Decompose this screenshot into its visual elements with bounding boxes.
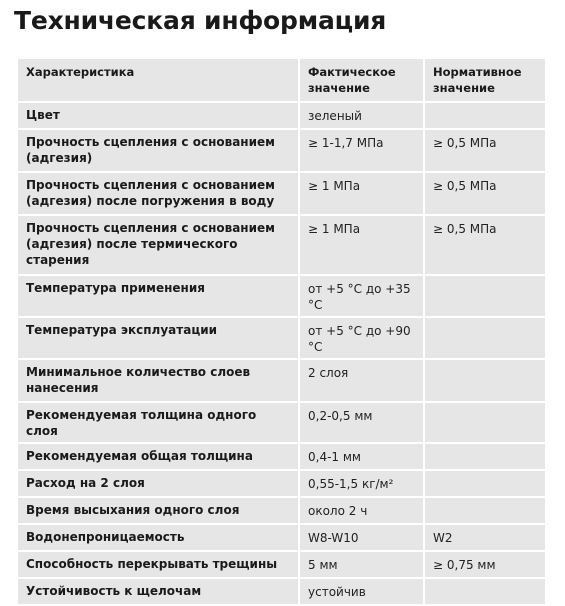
table-row: [17, 102, 546, 129]
row-name: Температура эксплуатации: [17, 317, 299, 359]
table-row: [17, 359, 546, 402]
row-actual-value: W8-W10: [299, 524, 424, 551]
table-row: [17, 172, 546, 215]
row-normative-value: ≥ 0,5 МПа: [424, 215, 546, 275]
page-title: Техническая информация: [14, 6, 387, 35]
row-normative-value: ≥ 0,5 МПа: [424, 129, 546, 172]
row-name: Минимальное количество слоев нанесения: [17, 359, 299, 402]
row-normative-value: [424, 578, 546, 605]
row-actual-value: устойчив: [299, 578, 424, 605]
header-actual-value: Фактическое значение: [299, 58, 424, 102]
table-row: [17, 578, 546, 605]
table-row: [17, 443, 546, 470]
table-row: [17, 497, 546, 524]
table-row: [17, 215, 546, 275]
row-name: Устойчивость к щелочам: [17, 578, 299, 605]
table-row: [17, 551, 546, 578]
header-normative-value: Нормативное значение: [424, 58, 546, 102]
row-normative-value: ≥ 0,75 мм: [424, 551, 546, 578]
row-actual-value: зеленый: [299, 102, 424, 129]
row-name: Прочность сцепления с основанием (адгезия): [17, 129, 299, 172]
row-actual-value: 2 слоя: [299, 359, 424, 402]
row-actual-value: ≥ 1 МПа: [299, 172, 424, 215]
row-actual-value: от +5 °С до +35 °С: [299, 275, 424, 317]
row-name: Водонепроницаемость: [17, 524, 299, 551]
table-row: [17, 402, 546, 443]
table-row: [17, 470, 546, 497]
table-row: [17, 275, 546, 317]
row-normative-value: [424, 275, 546, 317]
row-actual-value: ≥ 1 МПа: [299, 215, 424, 275]
row-name: Способность перекрывать трещины: [17, 551, 299, 578]
row-normative-value: [424, 497, 546, 524]
row-name: Прочность сцепления с основанием (адгезия) после погружения в воду: [17, 172, 299, 215]
row-normative-value: [424, 102, 546, 129]
row-actual-value: около 2 ч: [299, 497, 424, 524]
row-actual-value: 0,2-0,5 мм: [299, 402, 424, 443]
row-normative-value: [424, 359, 546, 402]
row-actual-value: от +5 °С до +90 °С: [299, 317, 424, 359]
row-name: Цвет: [17, 102, 299, 129]
table-row: [17, 524, 546, 551]
row-normative-value: [424, 317, 546, 359]
row-normative-value: [424, 470, 546, 497]
row-name: Расход на 2 слоя: [17, 470, 299, 497]
table-header-row: [17, 58, 546, 102]
row-actual-value: 0,55-1,5 кг/м²: [299, 470, 424, 497]
row-actual-value: ≥ 1-1,7 МПа: [299, 129, 424, 172]
row-name: Температура применения: [17, 275, 299, 317]
row-normative-value: [424, 443, 546, 470]
row-actual-value: 0,4-1 мм: [299, 443, 424, 470]
row-normative-value: W2: [424, 524, 546, 551]
table-row: [17, 129, 546, 172]
row-name: Рекомендуемая общая толщина: [17, 443, 299, 470]
tech-info-table: [16, 57, 547, 606]
row-normative-value: ≥ 0,5 МПа: [424, 172, 546, 215]
row-name: Прочность сцепления с основанием (адгезия) после термического старения: [17, 215, 299, 275]
header-characteristic: Характеристика: [17, 58, 299, 102]
row-name: Рекомендуемая толщина одного слоя: [17, 402, 299, 443]
row-actual-value: 5 мм: [299, 551, 424, 578]
table-row: [17, 317, 546, 359]
row-normative-value: [424, 402, 546, 443]
row-name: Время высыхания одного слоя: [17, 497, 299, 524]
